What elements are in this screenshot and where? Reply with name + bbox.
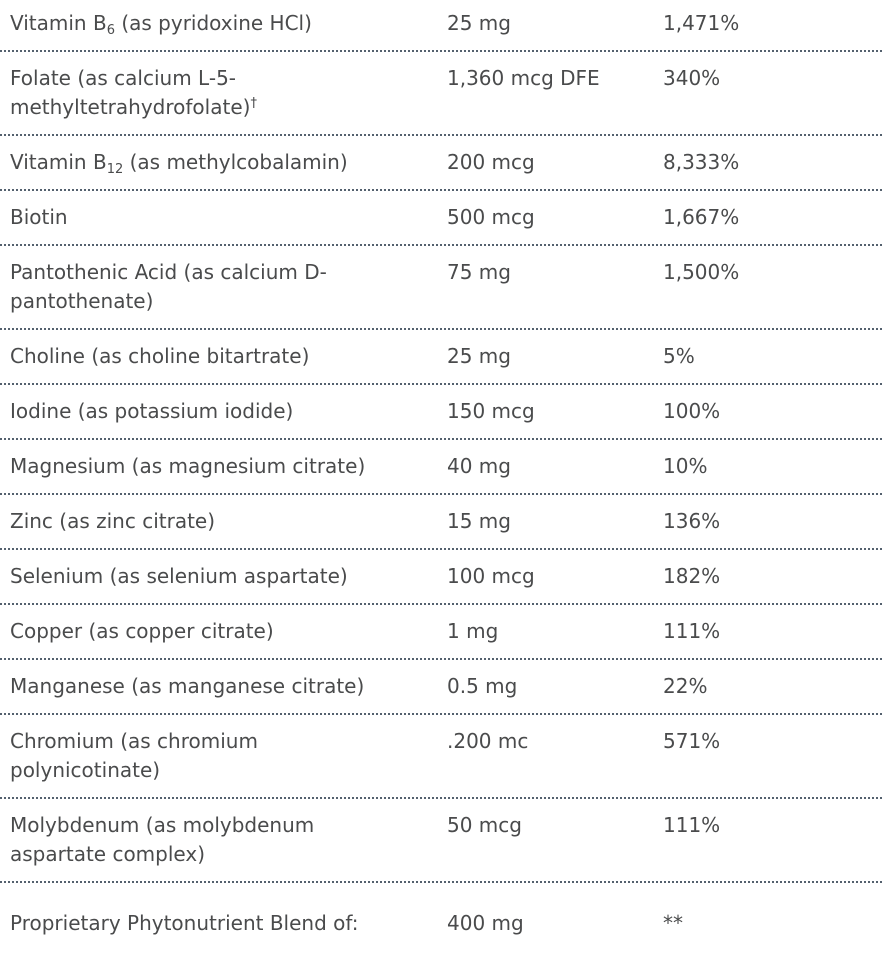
table-row: [0, 246, 882, 330]
ingredient-daily-value: **: [663, 911, 683, 935]
ingredient-amount: 0.5 mg: [447, 674, 518, 698]
ingredient-name: Iodine (as potassium iodide): [10, 399, 294, 423]
ingredient-amount: 200 mcg: [447, 150, 535, 174]
ingredient-amount: 25 mg: [447, 344, 511, 368]
ingredient-name: Selenium (as selenium aspartate): [10, 564, 348, 588]
ingredient-amount: 40 mg: [447, 454, 511, 478]
ingredient-amount: 100 mcg: [447, 564, 535, 588]
ingredient-daily-value: 111%: [663, 619, 721, 643]
ingredient-daily-value: 111%: [663, 813, 721, 837]
ingredient-name: Biotin: [10, 205, 68, 229]
ingredient-amount: 1,360 mcg DFE: [447, 66, 600, 90]
ingredient-name: Zinc (as zinc citrate): [10, 509, 216, 533]
ingredient-amount: 25 mg: [447, 11, 511, 35]
ingredient-name-text: Vitamin B: [10, 11, 107, 35]
ingredient-name: Chromium (as chromium polynicotinate): [10, 729, 258, 782]
ingredient-name: Copper (as copper citrate): [10, 619, 274, 643]
ingredient-amount: 50 mcg: [447, 813, 522, 837]
ingredient-daily-value: 1,667%: [663, 205, 740, 229]
table-row: [0, 550, 882, 605]
ingredient-name-text: Vitamin B: [10, 150, 107, 174]
ingredient-daily-value: 571%: [663, 729, 721, 753]
ingredient-name: Magnesium (as magnesium citrate): [10, 454, 366, 478]
ingredient-name: Choline (as choline bitartrate): [10, 344, 310, 368]
ingredient-daily-value: 10%: [663, 454, 708, 478]
ingredient-name-text: (as pyridoxine HCl): [114, 11, 312, 35]
ingredient-subscript: 6: [106, 23, 115, 38]
table-row: [0, 136, 882, 191]
ingredient-daily-value: 1,471%: [663, 11, 740, 35]
table-row: [0, 495, 882, 550]
ingredient-name-text: Folate (as calcium L-5-methyltetrahydrofolate): [10, 66, 251, 119]
ingredient-daily-value: 100%: [663, 399, 721, 423]
ingredient-amount: 1 mg: [447, 619, 499, 643]
table-row: [0, 660, 882, 715]
table-row-proprietary-blend: [0, 883, 882, 950]
ingredient-amount: 15 mg: [447, 509, 511, 533]
table-row: [0, 605, 882, 660]
ingredient-daily-value: 340%: [663, 66, 721, 90]
ingredient-name: [0, 64, 447, 122]
table-row: [0, 799, 882, 883]
ingredient-name: Manganese (as manganese citrate): [10, 674, 365, 698]
table-row: [0, 52, 882, 136]
table-row: [0, 191, 882, 246]
dagger-footnote-mark: †: [250, 96, 257, 111]
ingredient-name: Proprietary Phytonutrient Blend of:: [10, 911, 359, 935]
ingredient-name: Pantothenic Acid (as calcium D-pantothenate): [10, 260, 327, 313]
ingredient-amount: .200 mc: [447, 729, 529, 753]
table-row: [0, 330, 882, 385]
ingredient-name: Molybdenum (as molybdenum aspartate complex): [10, 813, 315, 866]
ingredient-daily-value: 5%: [663, 344, 695, 368]
ingredient-name: [0, 9, 447, 38]
table-row: [0, 440, 882, 495]
ingredient-subscript: 12: [106, 162, 124, 177]
table-row: [0, 385, 882, 440]
table-row: [0, 0, 882, 52]
ingredient-daily-value: 1,500%: [663, 260, 740, 284]
ingredient-name: [0, 148, 447, 177]
ingredient-name-text: (as methylcobalamin): [123, 150, 348, 174]
ingredient-amount: 150 mcg: [447, 399, 535, 423]
ingredient-amount: 500 mcg: [447, 205, 535, 229]
table-row: [0, 715, 882, 799]
ingredient-amount: 400 mg: [447, 911, 524, 935]
ingredient-amount: 75 mg: [447, 260, 511, 284]
ingredient-daily-value: 22%: [663, 674, 708, 698]
ingredient-daily-value: 136%: [663, 509, 721, 533]
ingredient-daily-value: 182%: [663, 564, 721, 588]
ingredient-daily-value: 8,333%: [663, 150, 740, 174]
